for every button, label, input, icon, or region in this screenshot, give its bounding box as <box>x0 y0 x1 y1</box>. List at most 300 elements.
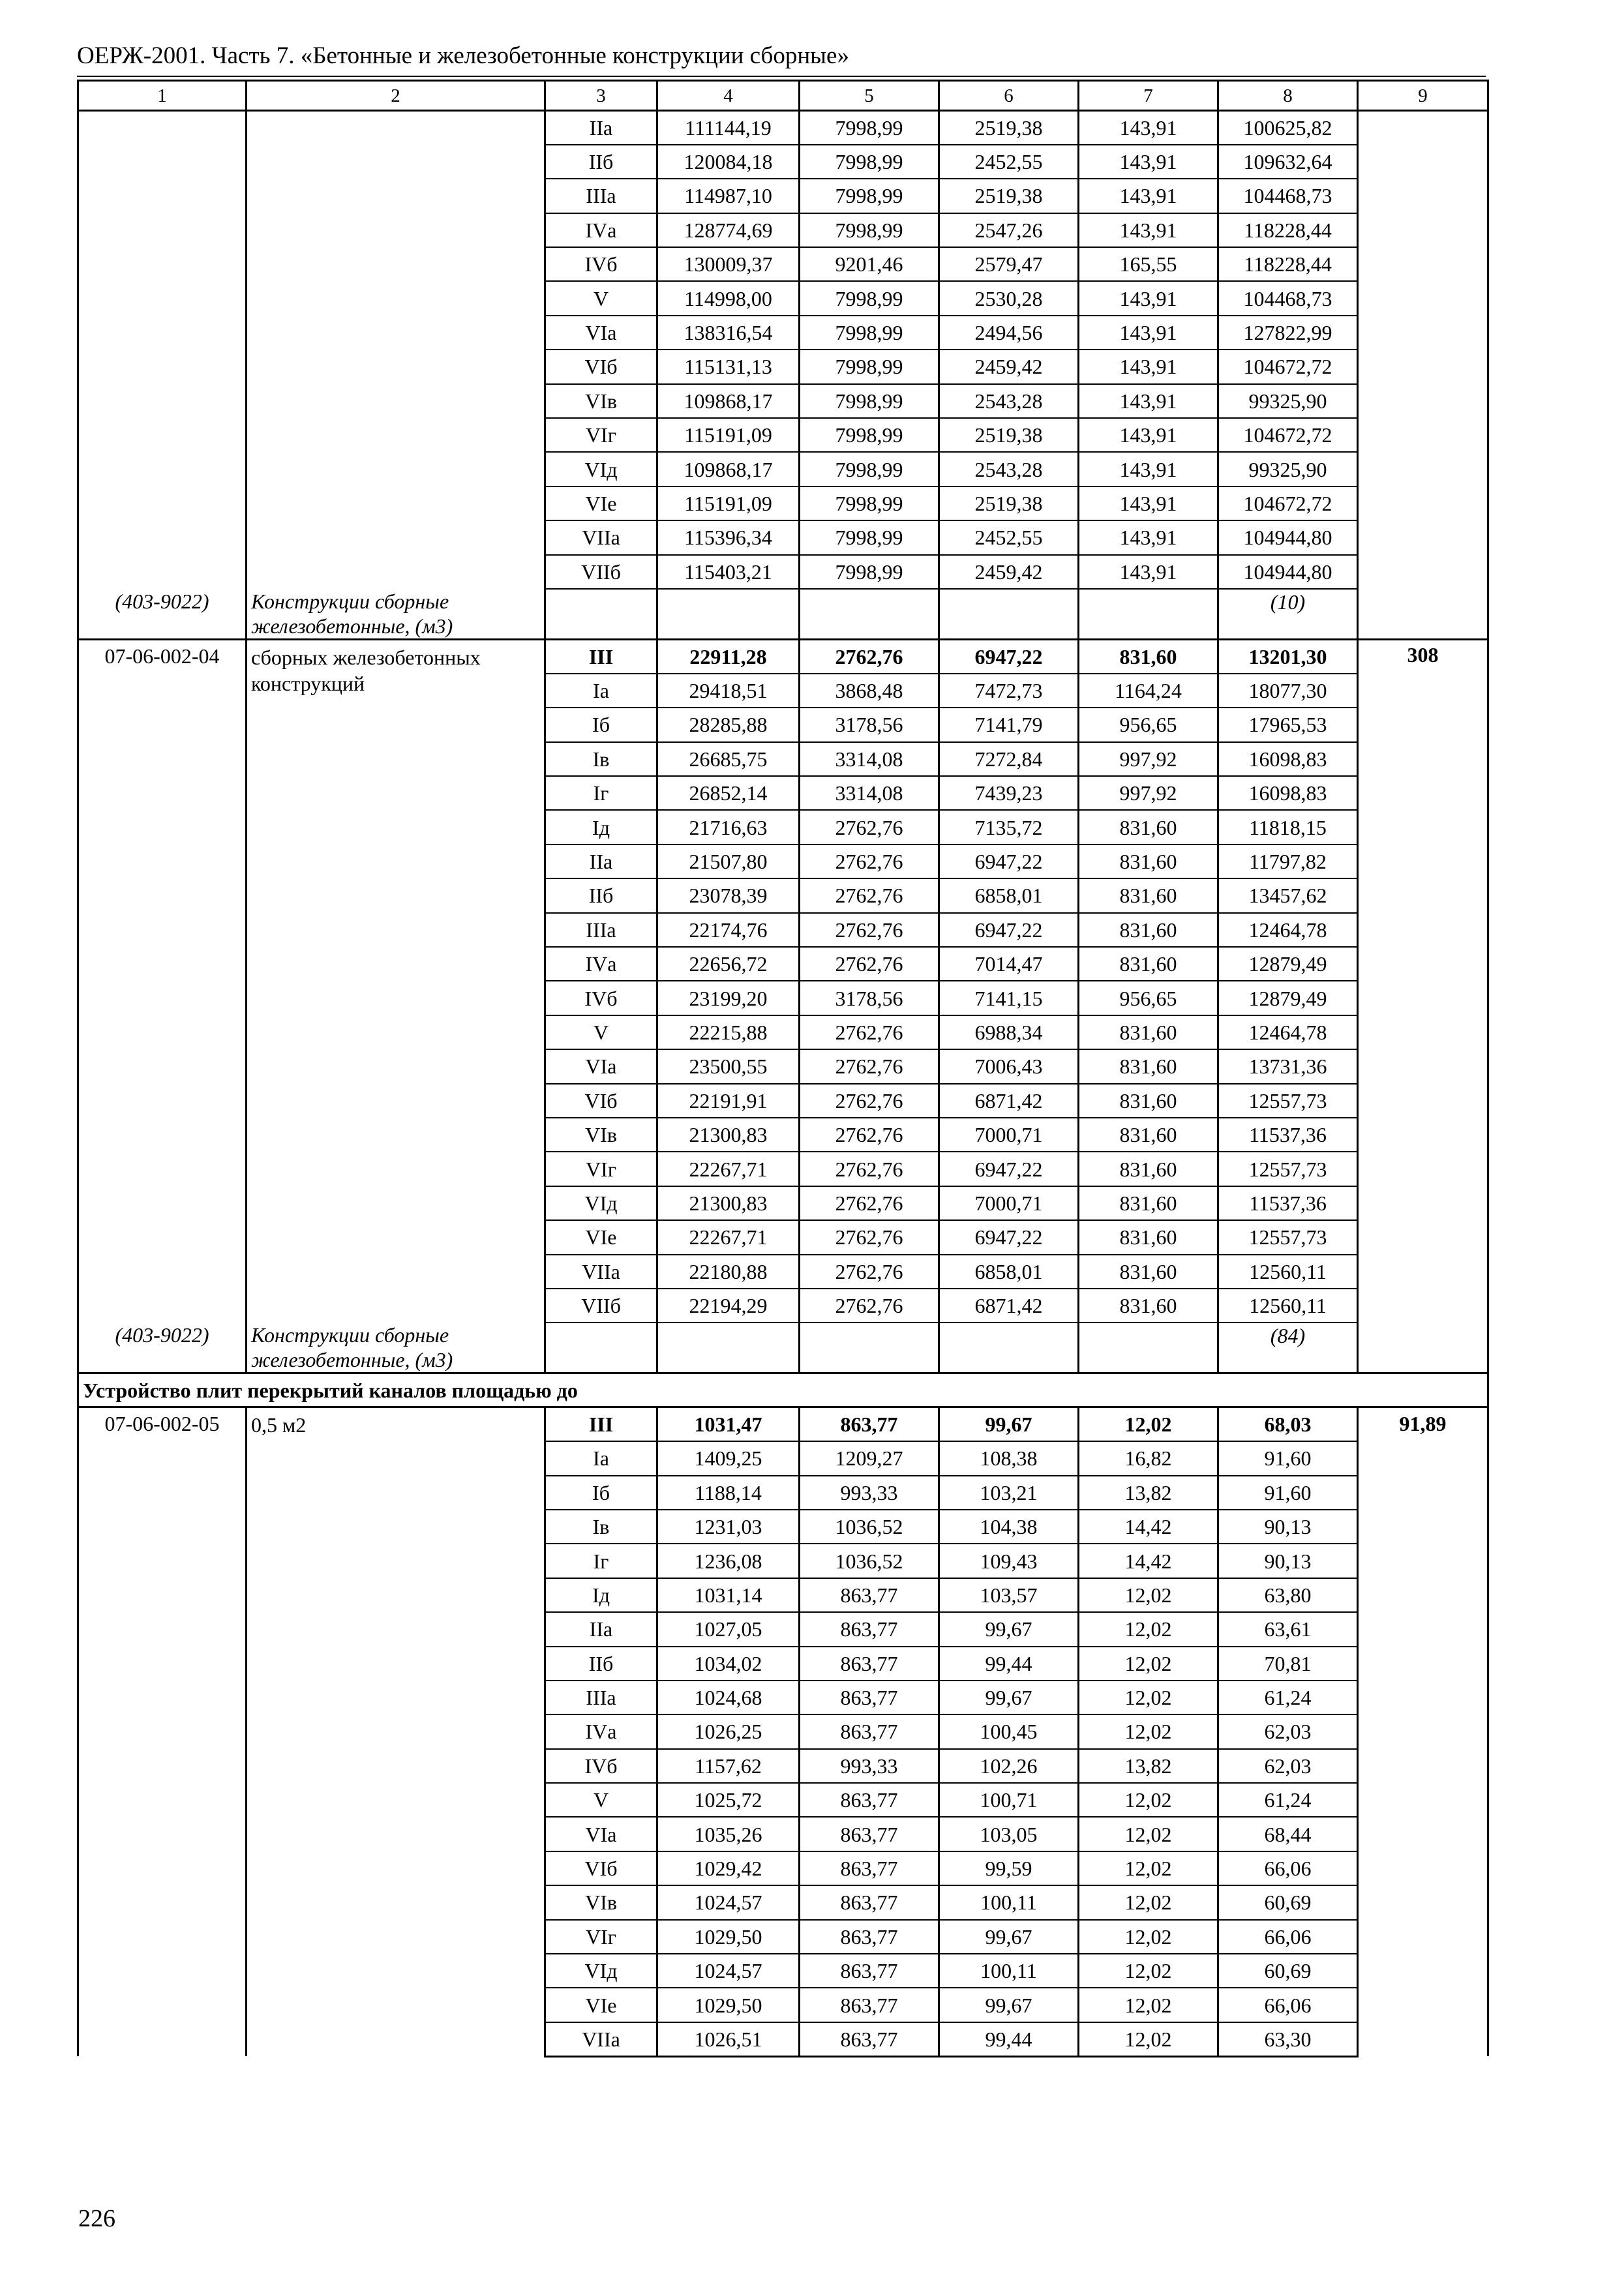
table-body <box>78 81 1488 2057</box>
value-cell: 3178,56 <box>800 981 939 1015</box>
value-cell: 91,60 <box>1218 1441 1358 1475</box>
value-cell: 143,91 <box>1079 555 1218 589</box>
value-cell: 26852,14 <box>657 776 800 810</box>
value-cell: 2519,38 <box>939 486 1079 520</box>
value-cell: 12,02 <box>1079 1851 1218 1885</box>
region-class: VIв <box>545 1118 657 1152</box>
value-cell: 863,77 <box>800 1407 939 1441</box>
value-cell: 1035,26 <box>657 1817 800 1851</box>
region-class: Iг <box>545 776 657 810</box>
resource-name <box>247 1323 545 1373</box>
value-cell: 66,06 <box>1218 1851 1358 1885</box>
value-cell: 99,44 <box>939 1647 1079 1681</box>
value-cell: 104672,72 <box>1218 486 1358 520</box>
value-cell: 7000,71 <box>939 1118 1079 1152</box>
value-cell: 2762,76 <box>800 1289 939 1323</box>
value-cell: 12,02 <box>1079 1954 1218 1988</box>
value-cell: 831,60 <box>1079 1084 1218 1118</box>
value-cell: 100625,82 <box>1218 111 1358 145</box>
page-header <box>77 40 1486 81</box>
value-cell: 12,02 <box>1079 1817 1218 1851</box>
value-cell: 12557,73 <box>1218 1220 1358 1254</box>
value-cell: 1164,24 <box>1079 674 1218 708</box>
value-cell: 17965,53 <box>1218 708 1358 741</box>
value-cell: 21716,63 <box>657 810 800 844</box>
value-cell: 22656,72 <box>657 947 800 981</box>
value-cell: 2762,76 <box>800 1255 939 1289</box>
value-cell: 12879,49 <box>1218 947 1358 981</box>
value-cell: 997,92 <box>1079 742 1218 776</box>
section-title: Устройство плит перекрытий каналов площадью до <box>78 1373 1488 1407</box>
work-name-line: сборных железобетонных <box>251 645 481 669</box>
value-cell: 11537,36 <box>1218 1186 1358 1220</box>
value-cell: 831,60 <box>1079 1049 1218 1083</box>
region-class: IIIа <box>545 913 657 947</box>
value-cell: 22194,29 <box>657 1289 800 1323</box>
value-cell: 6947,22 <box>939 1152 1079 1186</box>
value-cell: 2762,76 <box>800 1220 939 1254</box>
value-cell: 831,60 <box>1079 1118 1218 1152</box>
value-cell: 2762,76 <box>800 947 939 981</box>
value-cell: 7135,72 <box>939 810 1079 844</box>
value-cell: 143,91 <box>1079 486 1218 520</box>
value-cell: 863,77 <box>800 1783 939 1817</box>
column-number: 9 <box>1358 81 1488 111</box>
value-cell: 956,65 <box>1079 708 1218 741</box>
value-cell: 6858,01 <box>939 1255 1079 1289</box>
value-cell: 2762,76 <box>800 913 939 947</box>
region-class: VIг <box>545 1920 657 1954</box>
value-cell: 831,60 <box>1079 1255 1218 1289</box>
resource-code: (403-9022) <box>78 1323 247 1373</box>
value-cell: 102,26 <box>939 1749 1079 1783</box>
value-cell: 143,91 <box>1079 418 1218 452</box>
value-cell: 13731,36 <box>1218 1049 1358 1083</box>
value-cell: 11818,15 <box>1218 810 1358 844</box>
value-cell: 99,67 <box>939 1612 1079 1646</box>
value-cell: 61,24 <box>1218 1783 1358 1817</box>
value-cell: 18077,30 <box>1218 674 1358 708</box>
value-cell: 863,77 <box>800 2022 939 2056</box>
value-cell: 831,60 <box>1079 639 1218 673</box>
value-cell: 3314,08 <box>800 742 939 776</box>
value-cell: 1036,52 <box>800 1510 939 1544</box>
value-cell: 2762,76 <box>800 810 939 844</box>
value-cell: 2452,55 <box>939 520 1079 554</box>
value-cell: 2762,76 <box>800 1084 939 1118</box>
value-cell: 143,91 <box>1079 111 1218 145</box>
region-class: VIб <box>545 350 657 383</box>
region-class: IIб <box>545 145 657 179</box>
value-cell: 7998,99 <box>800 281 939 315</box>
value-cell: 118228,44 <box>1218 213 1358 247</box>
resource-name-line: железобетонные, (м3) <box>251 614 453 638</box>
column-number: 2 <box>247 81 545 111</box>
value-cell: 115191,09 <box>657 486 800 520</box>
value-cell: 12,02 <box>1079 1885 1218 1919</box>
region-class: IVа <box>545 947 657 981</box>
total-cell: 91,89 <box>1358 1407 1488 2056</box>
value-cell: 7998,99 <box>800 486 939 520</box>
value-cell: 115131,13 <box>657 350 800 383</box>
empty-cell <box>1358 589 1488 640</box>
value-cell: 12,02 <box>1079 2022 1218 2056</box>
region-class: Iв <box>545 742 657 776</box>
region-class: Iг <box>545 1544 657 1578</box>
region-class: VIIб <box>545 1289 657 1323</box>
value-cell: 143,91 <box>1079 179 1218 213</box>
value-cell: 12879,49 <box>1218 981 1358 1015</box>
column-number: 5 <box>800 81 939 111</box>
value-cell: 127822,99 <box>1218 316 1358 350</box>
region-class: IIа <box>545 1612 657 1646</box>
value-cell: 12,02 <box>1079 1612 1218 1646</box>
value-cell: 863,77 <box>800 1988 939 2022</box>
value-cell: 2530,28 <box>939 281 1079 315</box>
value-cell: 13,82 <box>1079 1749 1218 1783</box>
region-class: IVб <box>545 981 657 1015</box>
region-class: VIб <box>545 1851 657 1885</box>
header-rule <box>77 76 1486 77</box>
resource-code: (403-9022) <box>78 589 247 640</box>
value-cell: 2543,28 <box>939 452 1079 486</box>
value-cell: 1024,57 <box>657 1885 800 1919</box>
value-cell: 118228,44 <box>1218 247 1358 281</box>
value-cell: 2519,38 <box>939 418 1079 452</box>
value-cell: 130009,37 <box>657 247 800 281</box>
value-cell: 1236,08 <box>657 1544 800 1578</box>
value-cell: 6947,22 <box>939 639 1079 673</box>
value-cell: 2519,38 <box>939 179 1079 213</box>
value-cell: 14,42 <box>1079 1510 1218 1544</box>
value-cell: 863,77 <box>800 1681 939 1714</box>
value-cell: 2459,42 <box>939 555 1079 589</box>
value-cell: 831,60 <box>1079 845 1218 878</box>
value-cell: 2762,76 <box>800 1049 939 1083</box>
value-cell: 2762,76 <box>800 639 939 673</box>
value-cell: 863,77 <box>800 1817 939 1851</box>
value-cell: 103,21 <box>939 1476 1079 1510</box>
value-cell: 6871,42 <box>939 1084 1079 1118</box>
column-number: 7 <box>1079 81 1218 111</box>
value-cell: 1031,14 <box>657 1578 800 1612</box>
empty-cell <box>1079 589 1218 640</box>
value-cell: 29418,51 <box>657 674 800 708</box>
value-cell: 23078,39 <box>657 878 800 912</box>
value-cell: 61,24 <box>1218 1681 1358 1714</box>
value-cell: 128774,69 <box>657 213 800 247</box>
value-cell: 13457,62 <box>1218 878 1358 912</box>
value-cell: 863,77 <box>800 1714 939 1748</box>
value-cell: 831,60 <box>1079 947 1218 981</box>
value-cell: 2459,42 <box>939 350 1079 383</box>
region-class: VIе <box>545 1988 657 2022</box>
value-cell: 2579,47 <box>939 247 1079 281</box>
value-cell: 1188,14 <box>657 1476 800 1510</box>
value-cell: 66,06 <box>1218 1920 1358 1954</box>
value-cell: 1026,25 <box>657 1714 800 1748</box>
value-cell: 7998,99 <box>800 350 939 383</box>
region-class: Iд <box>545 1578 657 1612</box>
value-cell: 2762,76 <box>800 1118 939 1152</box>
region-class: VIа <box>545 1817 657 1851</box>
value-cell: 7000,71 <box>939 1186 1079 1220</box>
value-cell: 143,91 <box>1079 145 1218 179</box>
column-number-row <box>78 81 1488 111</box>
value-cell: 12,02 <box>1079 1647 1218 1681</box>
region-class: VIг <box>545 418 657 452</box>
value-cell: 68,03 <box>1218 1407 1358 1441</box>
value-cell: 91,60 <box>1218 1476 1358 1510</box>
value-cell: 99,44 <box>939 2022 1079 2056</box>
value-cell: 7141,79 <box>939 708 1079 741</box>
table-row <box>78 111 1488 145</box>
value-cell: 120084,18 <box>657 145 800 179</box>
value-cell: 7998,99 <box>800 111 939 145</box>
region-class: IVб <box>545 247 657 281</box>
value-cell: 109868,17 <box>657 384 800 418</box>
value-cell: 12,02 <box>1079 1714 1218 1748</box>
work-name-line: 0,5 м2 <box>251 1413 307 1437</box>
resource-qty: (84) <box>1218 1323 1358 1373</box>
value-cell: 63,61 <box>1218 1612 1358 1646</box>
rate-code: 07-06-002-04 <box>78 639 247 1323</box>
value-cell: 28285,88 <box>657 708 800 741</box>
value-cell: 831,60 <box>1079 878 1218 912</box>
region-class: VIа <box>545 316 657 350</box>
value-cell: 831,60 <box>1079 810 1218 844</box>
value-cell: 2543,28 <box>939 384 1079 418</box>
value-cell: 143,91 <box>1079 213 1218 247</box>
value-cell: 100,45 <box>939 1714 1079 1748</box>
region-class: Iа <box>545 674 657 708</box>
value-cell: 13,82 <box>1079 1476 1218 1510</box>
value-cell: 863,77 <box>800 1578 939 1612</box>
value-cell: 7472,73 <box>939 674 1079 708</box>
value-cell: 7998,99 <box>800 145 939 179</box>
page-number: 226 <box>78 2205 115 2232</box>
value-cell: 997,92 <box>1079 776 1218 810</box>
value-cell: 993,33 <box>800 1749 939 1783</box>
region-class: VIв <box>545 384 657 418</box>
value-cell: 2762,76 <box>800 1152 939 1186</box>
value-cell: 3314,08 <box>800 776 939 810</box>
value-cell: 1026,51 <box>657 2022 800 2056</box>
value-cell: 143,91 <box>1079 316 1218 350</box>
value-cell: 99325,90 <box>1218 452 1358 486</box>
value-cell: 143,91 <box>1079 384 1218 418</box>
value-cell: 1409,25 <box>657 1441 800 1475</box>
region-class: IIа <box>545 845 657 878</box>
value-cell: 1034,02 <box>657 1647 800 1681</box>
value-cell: 1024,57 <box>657 1954 800 1988</box>
value-cell: 114998,00 <box>657 281 800 315</box>
value-cell: 115403,21 <box>657 555 800 589</box>
value-cell: 143,91 <box>1079 350 1218 383</box>
value-cell: 103,05 <box>939 1817 1079 1851</box>
value-cell: 22911,28 <box>657 639 800 673</box>
rate-code: 07-06-002-05 <box>78 1407 247 2056</box>
empty-cell <box>545 1323 657 1373</box>
value-cell: 111144,19 <box>657 111 800 145</box>
value-cell: 7998,99 <box>800 316 939 350</box>
value-cell: 6947,22 <box>939 1220 1079 1254</box>
value-cell: 143,91 <box>1079 520 1218 554</box>
total-cell: 308 <box>1358 639 1488 1323</box>
region-class: IIIа <box>545 179 657 213</box>
value-cell: 99,67 <box>939 1681 1079 1714</box>
value-cell: 22191,91 <box>657 1084 800 1118</box>
value-cell: 104468,73 <box>1218 179 1358 213</box>
value-cell: 114987,10 <box>657 179 800 213</box>
value-cell: 956,65 <box>1079 981 1218 1015</box>
value-cell: 831,60 <box>1079 1186 1218 1220</box>
value-cell: 21300,83 <box>657 1186 800 1220</box>
value-cell: 104,38 <box>939 1510 1079 1544</box>
rates-table <box>77 80 1489 2057</box>
value-cell: 22267,71 <box>657 1220 800 1254</box>
value-cell: 99,59 <box>939 1851 1079 1885</box>
value-cell: 90,13 <box>1218 1544 1358 1578</box>
value-cell: 115396,34 <box>657 520 800 554</box>
value-cell: 6947,22 <box>939 913 1079 947</box>
value-cell: 1036,52 <box>800 1544 939 1578</box>
region-class: VIIа <box>545 520 657 554</box>
value-cell: 22267,71 <box>657 1152 800 1186</box>
value-cell: 12560,11 <box>1218 1289 1358 1323</box>
region-class: IVб <box>545 1749 657 1783</box>
value-cell: 2762,76 <box>800 878 939 912</box>
column-number: 1 <box>78 81 247 111</box>
value-cell: 3178,56 <box>800 708 939 741</box>
value-cell: 831,60 <box>1079 913 1218 947</box>
value-cell: 109868,17 <box>657 452 800 486</box>
empty-cell <box>1079 1323 1218 1373</box>
value-cell: 831,60 <box>1079 1289 1218 1323</box>
value-cell: 7998,99 <box>800 452 939 486</box>
region-class: VIг <box>545 1152 657 1186</box>
value-cell: 1029,42 <box>657 1851 800 1885</box>
region-class: VIв <box>545 1885 657 1919</box>
value-cell: 108,38 <box>939 1441 1079 1475</box>
value-cell: 100,11 <box>939 1954 1079 1988</box>
value-cell: 7998,99 <box>800 213 939 247</box>
region-class: VIд <box>545 1186 657 1220</box>
value-cell: 1025,72 <box>657 1783 800 1817</box>
region-class: IIIа <box>545 1681 657 1714</box>
region-class: Iб <box>545 708 657 741</box>
value-cell: 831,60 <box>1079 1015 1218 1049</box>
value-cell: 109632,64 <box>1218 145 1358 179</box>
value-cell: 12,02 <box>1079 1407 1218 1441</box>
value-cell: 11537,36 <box>1218 1118 1358 1152</box>
value-cell: 23199,20 <box>657 981 800 1015</box>
empty-cell <box>939 1323 1079 1373</box>
value-cell: 1157,62 <box>657 1749 800 1783</box>
region-class: III <box>545 639 657 673</box>
value-cell: 12,02 <box>1079 1783 1218 1817</box>
value-cell: 99,67 <box>939 1920 1079 1954</box>
value-cell: 16098,83 <box>1218 776 1358 810</box>
value-cell: 99325,90 <box>1218 384 1358 418</box>
resource-name-line: Конструкции сборные <box>251 1323 449 1347</box>
region-class: IIб <box>545 878 657 912</box>
value-cell: 104672,72 <box>1218 418 1358 452</box>
value-cell: 90,13 <box>1218 1510 1358 1544</box>
resource-note-row <box>78 589 1488 640</box>
region-class: VIIб <box>545 555 657 589</box>
value-cell: 22215,88 <box>657 1015 800 1049</box>
region-class: IIб <box>545 1647 657 1681</box>
value-cell: 12560,11 <box>1218 1255 1358 1289</box>
value-cell: 12,02 <box>1079 1578 1218 1612</box>
value-cell: 7998,99 <box>800 384 939 418</box>
region-class: III <box>545 1407 657 1441</box>
region-class: VIе <box>545 486 657 520</box>
value-cell: 21300,83 <box>657 1118 800 1152</box>
value-cell: 104468,73 <box>1218 281 1358 315</box>
value-cell: 63,30 <box>1218 2022 1358 2056</box>
region-class: VIб <box>545 1084 657 1118</box>
value-cell: 16098,83 <box>1218 742 1358 776</box>
value-cell: 138316,54 <box>657 316 800 350</box>
value-cell: 143,91 <box>1079 281 1218 315</box>
value-cell: 165,55 <box>1079 247 1218 281</box>
value-cell: 1209,27 <box>800 1441 939 1475</box>
value-cell: 109,43 <box>939 1544 1079 1578</box>
value-cell: 16,82 <box>1079 1441 1218 1475</box>
value-cell: 7272,84 <box>939 742 1079 776</box>
region-class: Iв <box>545 1510 657 1544</box>
empty-cell <box>545 589 657 640</box>
value-cell: 2762,76 <box>800 845 939 878</box>
value-cell: 2547,26 <box>939 213 1079 247</box>
region-class: VIа <box>545 1049 657 1083</box>
value-cell: 100,71 <box>939 1783 1079 1817</box>
column-number: 3 <box>545 81 657 111</box>
value-cell: 863,77 <box>800 1647 939 1681</box>
value-cell: 104944,80 <box>1218 555 1358 589</box>
value-cell: 6871,42 <box>939 1289 1079 1323</box>
work-name <box>247 639 545 1323</box>
value-cell: 2762,76 <box>800 1015 939 1049</box>
document-title: ОЕРЖ-2001. Часть 7. «Бетонные и железобетонные конструкции сборные» <box>77 42 849 69</box>
value-cell: 12464,78 <box>1218 913 1358 947</box>
value-cell: 115191,09 <box>657 418 800 452</box>
empty-name-cell <box>247 111 545 589</box>
resource-name-line: Конструкции сборные <box>251 589 449 613</box>
value-cell: 60,69 <box>1218 1885 1358 1919</box>
value-cell: 62,03 <box>1218 1714 1358 1748</box>
value-cell: 66,06 <box>1218 1988 1358 2022</box>
value-cell: 9201,46 <box>800 247 939 281</box>
value-cell: 22180,88 <box>657 1255 800 1289</box>
column-number: 6 <box>939 81 1079 111</box>
section-header-row <box>78 1373 1488 1407</box>
region-class: IVа <box>545 213 657 247</box>
table-row <box>78 639 1488 673</box>
resource-name-line: железобетонные, (м3) <box>251 1348 453 1372</box>
value-cell: 21507,80 <box>657 845 800 878</box>
resource-name <box>247 589 545 640</box>
value-cell: 12,02 <box>1079 1681 1218 1714</box>
value-cell: 1231,03 <box>657 1510 800 1544</box>
value-cell: 7014,47 <box>939 947 1079 981</box>
value-cell: 1024,68 <box>657 1681 800 1714</box>
column-number: 8 <box>1218 81 1358 111</box>
value-cell: 7998,99 <box>800 418 939 452</box>
value-cell: 7998,99 <box>800 555 939 589</box>
